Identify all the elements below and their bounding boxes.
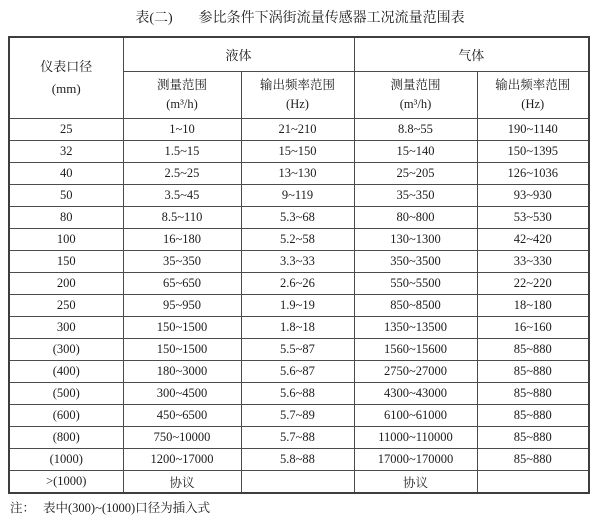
flow-range-table [8, 36, 590, 494]
value-cell: 15~150 [241, 141, 354, 163]
diameter-cell: (600) [9, 405, 123, 427]
col-header-liquid-range-label: 测量范围 [156, 77, 207, 92]
value-cell: 35~350 [354, 185, 477, 207]
diameter-cell: (400) [9, 361, 123, 383]
value-cell: 协议 [354, 471, 477, 494]
table-title [0, 0, 600, 27]
table-row [9, 383, 589, 405]
value-cell: 42~420 [477, 229, 589, 251]
value-cell: 5.3~68 [241, 207, 354, 229]
table-row [9, 295, 589, 317]
value-cell: 2.5~25 [123, 163, 241, 185]
value-cell: 1560~15600 [354, 339, 477, 361]
value-cell: 5.8~88 [241, 449, 354, 471]
value-cell: 95~950 [123, 295, 241, 317]
value-cell: 5.5~87 [241, 339, 354, 361]
col-header-diameter [9, 37, 123, 119]
value-cell: 33~330 [477, 251, 589, 273]
diameter-cell: 32 [9, 141, 123, 163]
value-cell: 8.8~55 [354, 119, 477, 141]
col-header-gas-frequency-label: 输出频率范围 [495, 77, 571, 92]
value-cell: 150~1500 [123, 339, 241, 361]
value-cell: 85~880 [477, 427, 589, 449]
col-header-gas-range-unit: (m³/h) [399, 97, 432, 111]
table-row [9, 185, 589, 207]
table-row [9, 207, 589, 229]
table-row [9, 119, 589, 141]
value-cell [241, 471, 354, 494]
value-cell: 4300~43000 [354, 383, 477, 405]
table-row [9, 251, 589, 273]
diameter-cell: 150 [9, 251, 123, 273]
value-cell: 2.6~26 [241, 273, 354, 295]
col-header-liquid-range-unit: (m³/h) [166, 97, 198, 111]
diameter-cell: 250 [9, 295, 123, 317]
value-cell: 450~6500 [123, 405, 241, 427]
value-cell: 3.5~45 [123, 185, 241, 207]
value-cell: 85~880 [477, 383, 589, 405]
diameter-cell: (500) [9, 383, 123, 405]
value-cell: 5.6~87 [241, 361, 354, 383]
value-cell: 3.3~33 [241, 251, 354, 273]
group-header-liquid: 液体 [123, 37, 354, 72]
table-row [9, 405, 589, 427]
value-cell: 5.7~89 [241, 405, 354, 427]
diameter-cell: >(1000) [9, 471, 123, 494]
value-cell: 15~140 [354, 141, 477, 163]
col-header-diameter-unit: (mm) [51, 81, 81, 96]
value-cell: 协议 [123, 471, 241, 494]
diameter-cell: 100 [9, 229, 123, 251]
value-cell: 550~5500 [354, 273, 477, 295]
diameter-cell: 40 [9, 163, 123, 185]
table-row [9, 273, 589, 295]
table-row [9, 141, 589, 163]
value-cell: 180~3000 [123, 361, 241, 383]
value-cell: 350~3500 [354, 251, 477, 273]
col-header-liquid-range [123, 72, 241, 119]
value-cell: 85~880 [477, 449, 589, 471]
diameter-cell: (1000) [9, 449, 123, 471]
diameter-cell: 25 [9, 119, 123, 141]
table-row [9, 427, 589, 449]
value-cell: 85~880 [477, 361, 589, 383]
value-cell: 17000~170000 [354, 449, 477, 471]
value-cell: 22~220 [477, 273, 589, 295]
diameter-cell: 80 [9, 207, 123, 229]
diameter-cell: 300 [9, 317, 123, 339]
table-row [9, 471, 589, 494]
table-row [9, 163, 589, 185]
footnote-text: 表中(300)~(1000)口径为插入式 [43, 501, 211, 515]
value-cell: 1.9~19 [241, 295, 354, 317]
col-header-liquid-frequency [241, 72, 354, 119]
table-row [9, 317, 589, 339]
value-cell: 1350~13500 [354, 317, 477, 339]
value-cell: 300~4500 [123, 383, 241, 405]
value-cell: 1200~17000 [123, 449, 241, 471]
value-cell: 2750~27000 [354, 361, 477, 383]
value-cell: 1~10 [123, 119, 241, 141]
col-header-gas-frequency [477, 72, 589, 119]
value-cell: 16~180 [123, 229, 241, 251]
value-cell: 1.5~15 [123, 141, 241, 163]
value-cell: 9~119 [241, 185, 354, 207]
value-cell: 65~650 [123, 273, 241, 295]
value-cell: 85~880 [477, 339, 589, 361]
value-cell: 35~350 [123, 251, 241, 273]
value-cell: 13~130 [241, 163, 354, 185]
value-cell: 16~160 [477, 317, 589, 339]
value-cell: 11000~110000 [354, 427, 477, 449]
value-cell: 53~530 [477, 207, 589, 229]
col-header-gas-frequency-unit: (Hz) [521, 97, 545, 111]
value-cell [477, 471, 589, 494]
diameter-cell: (300) [9, 339, 123, 361]
value-cell: 8.5~110 [123, 207, 241, 229]
value-cell: 6100~61000 [354, 405, 477, 427]
value-cell: 18~180 [477, 295, 589, 317]
value-cell: 85~880 [477, 405, 589, 427]
table-row [9, 449, 589, 471]
value-cell: 750~10000 [123, 427, 241, 449]
footnote-label: 注： [10, 501, 36, 515]
value-cell: 850~8500 [354, 295, 477, 317]
group-header-gas: 气体 [354, 37, 589, 72]
value-cell: 80~800 [354, 207, 477, 229]
value-cell: 190~1140 [477, 119, 589, 141]
value-cell: 21~210 [241, 119, 354, 141]
value-cell: 5.7~88 [241, 427, 354, 449]
diameter-cell: (800) [9, 427, 123, 449]
diameter-cell: 200 [9, 273, 123, 295]
table-title-label: 表(二) [135, 11, 173, 26]
table-row [9, 339, 589, 361]
value-cell: 5.2~58 [241, 229, 354, 251]
value-cell: 5.6~88 [241, 383, 354, 405]
col-header-gas-range-label: 测量范围 [390, 77, 441, 92]
header-row-groups [9, 37, 589, 72]
value-cell: 150~1500 [123, 317, 241, 339]
col-header-liquid-frequency-unit: (Hz) [286, 97, 309, 111]
footnote [10, 498, 600, 516]
value-cell: 130~1300 [354, 229, 477, 251]
table-title-text: 参比条件下涡街流量传感器工况流量范围表 [198, 11, 465, 26]
col-header-diameter-label: 仪表口径 [40, 58, 93, 74]
value-cell: 1.8~18 [241, 317, 354, 339]
value-cell: 150~1395 [477, 141, 589, 163]
table-row [9, 361, 589, 383]
col-header-liquid-frequency-label: 输出频率范围 [259, 77, 335, 92]
value-cell: 25~205 [354, 163, 477, 185]
table-row [9, 229, 589, 251]
diameter-cell: 50 [9, 185, 123, 207]
col-header-gas-range [354, 72, 477, 119]
value-cell: 126~1036 [477, 163, 589, 185]
value-cell: 93~930 [477, 185, 589, 207]
